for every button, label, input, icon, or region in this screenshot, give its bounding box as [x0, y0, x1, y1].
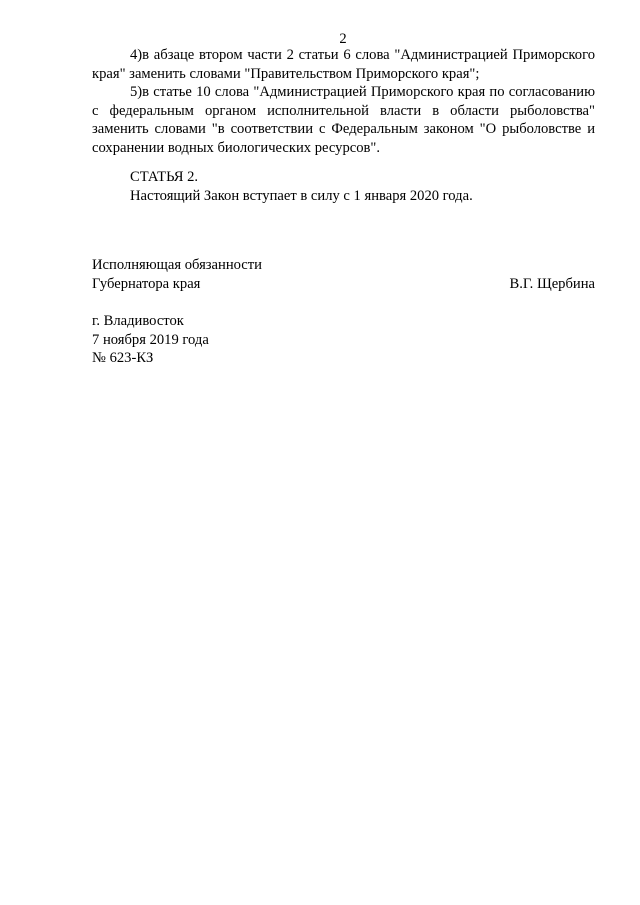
signatory-name: В.Г. Щербина — [509, 275, 595, 292]
signatory-title-line2 — [92, 275, 595, 294]
place-date-number — [92, 312, 209, 368]
article-heading: СТАТЬЯ 2. — [130, 169, 199, 185]
amendment-paragraph-4: 4)в абзаце втором части 2 статьи 6 слова "Администрацией Приморского края" заменить словами "Правительством Приморского края"; — [92, 47, 595, 82]
date: 7 ноября 2019 года — [92, 331, 209, 348]
signature-block — [92, 256, 595, 293]
amendments-list — [92, 46, 595, 157]
article-2 — [130, 168, 473, 205]
article-text: Настоящий Закон вступает в силу с 1 января 2020 года. — [130, 187, 473, 204]
signatory-title-line1 — [92, 256, 595, 275]
city: г. Владивосток — [92, 313, 184, 329]
law-number: № 623-КЗ — [92, 350, 154, 366]
signatory-title-2: Губернатора края — [92, 275, 201, 292]
page-number: 2 — [339, 31, 347, 47]
amendment-paragraph-5: 5)в статье 10 слова "Администрацией Приморского края по согласованию с федеральным органом исполнительной власти в области рыболовства" заменить словами "в соответствии с Федеральным законом "О рыболовстве и сохранении водных биологических ресурсов". — [92, 84, 595, 156]
signatory-title-1: Исполняющая обязанности — [92, 257, 262, 273]
